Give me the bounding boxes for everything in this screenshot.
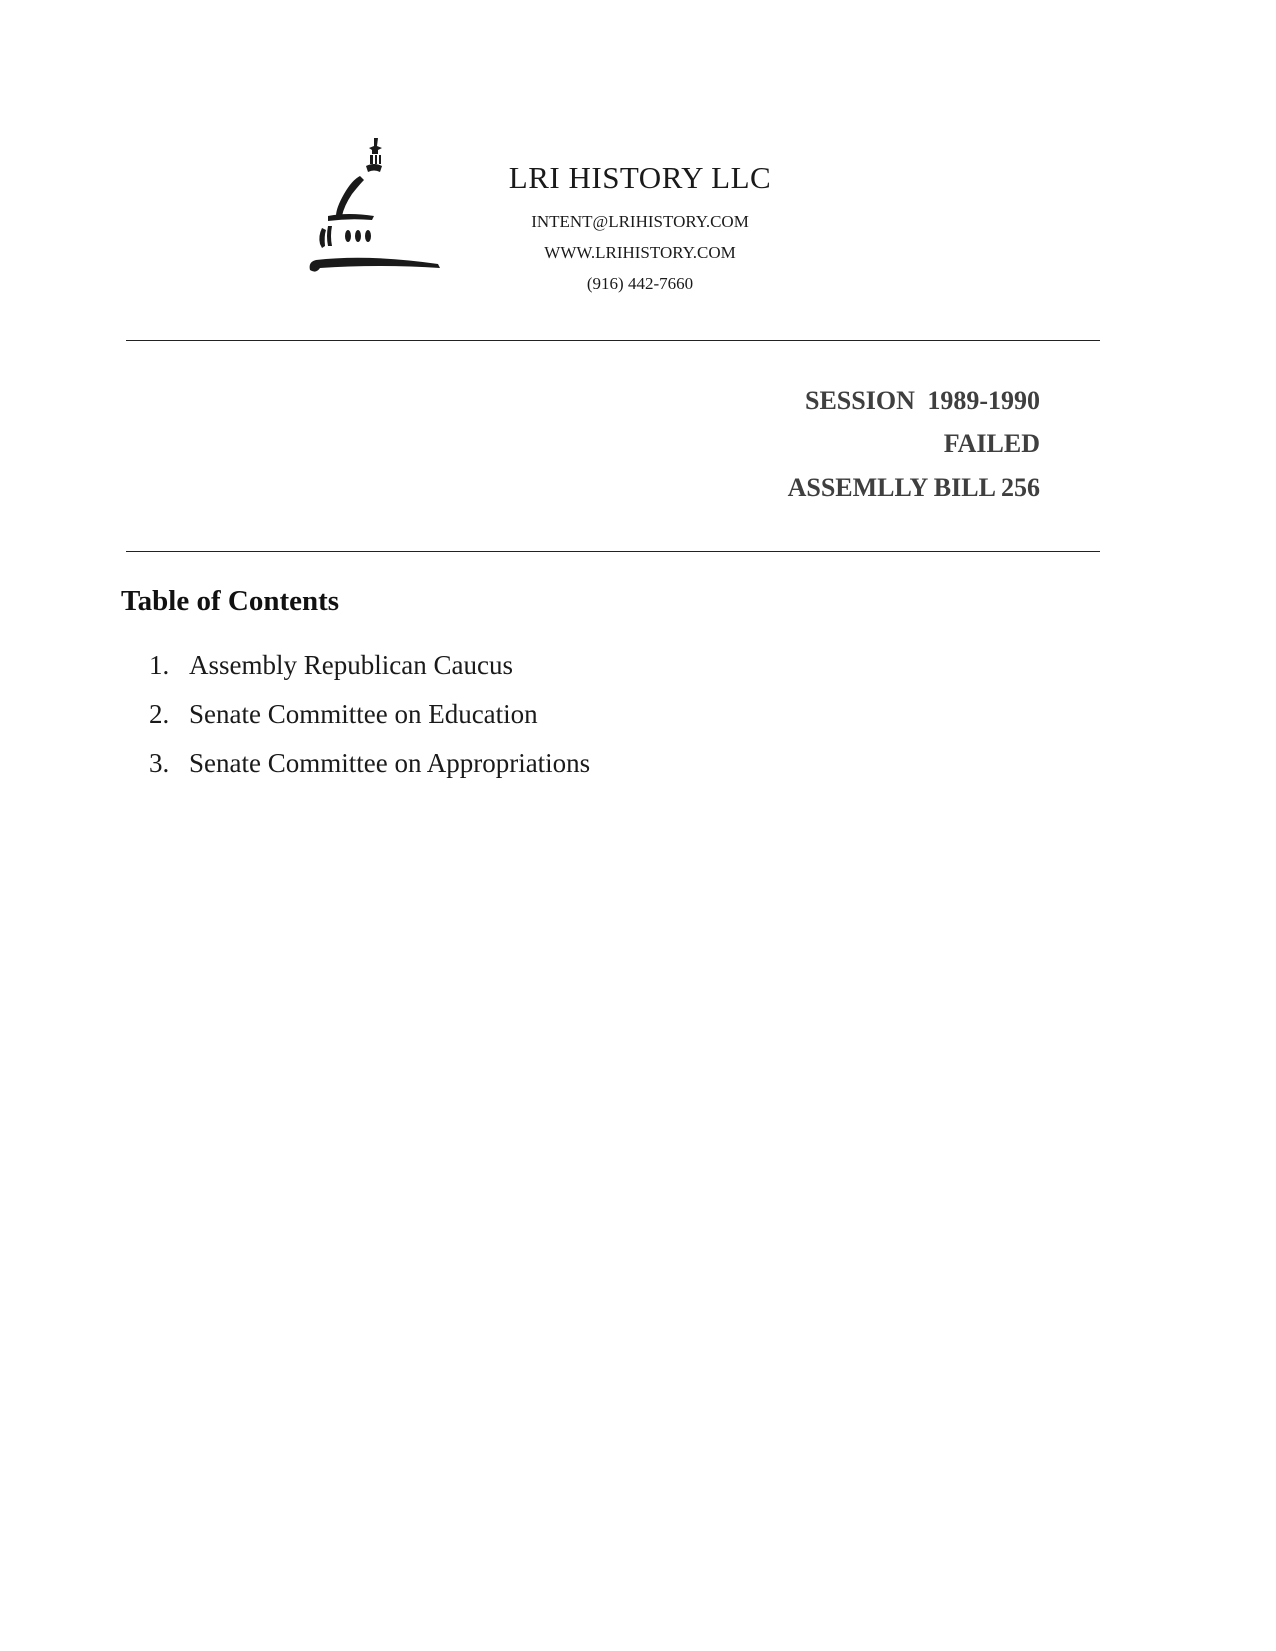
company-email: INTENT@LRIHISTORY.COM	[531, 212, 749, 231]
bill-session: SESSION 1989-1990	[805, 386, 1040, 415]
toc-item-label: Senate Committee on Appropriations	[189, 748, 591, 778]
bottom-divider	[126, 551, 1100, 552]
bill-status: FAILED	[943, 429, 1040, 458]
company-website: WWW.LRIHISTORY.COM	[544, 243, 736, 262]
company-name: LRI HISTORY LLC	[508, 160, 772, 195]
bill-number: ASSEMLLY BILL 256	[787, 473, 1040, 502]
top-divider	[126, 340, 1100, 341]
toc-item-label: Assembly Republican Caucus	[189, 650, 513, 680]
toc-item-label: Senate Committee on Education	[189, 699, 538, 729]
toc-heading: Table of Contents	[121, 585, 340, 617]
toc-item-number: 1.	[149, 650, 170, 680]
company-phone: (916) 442-7660	[586, 274, 694, 293]
toc-item-number: 3.	[149, 748, 170, 778]
toc-item-number: 2.	[149, 699, 170, 729]
